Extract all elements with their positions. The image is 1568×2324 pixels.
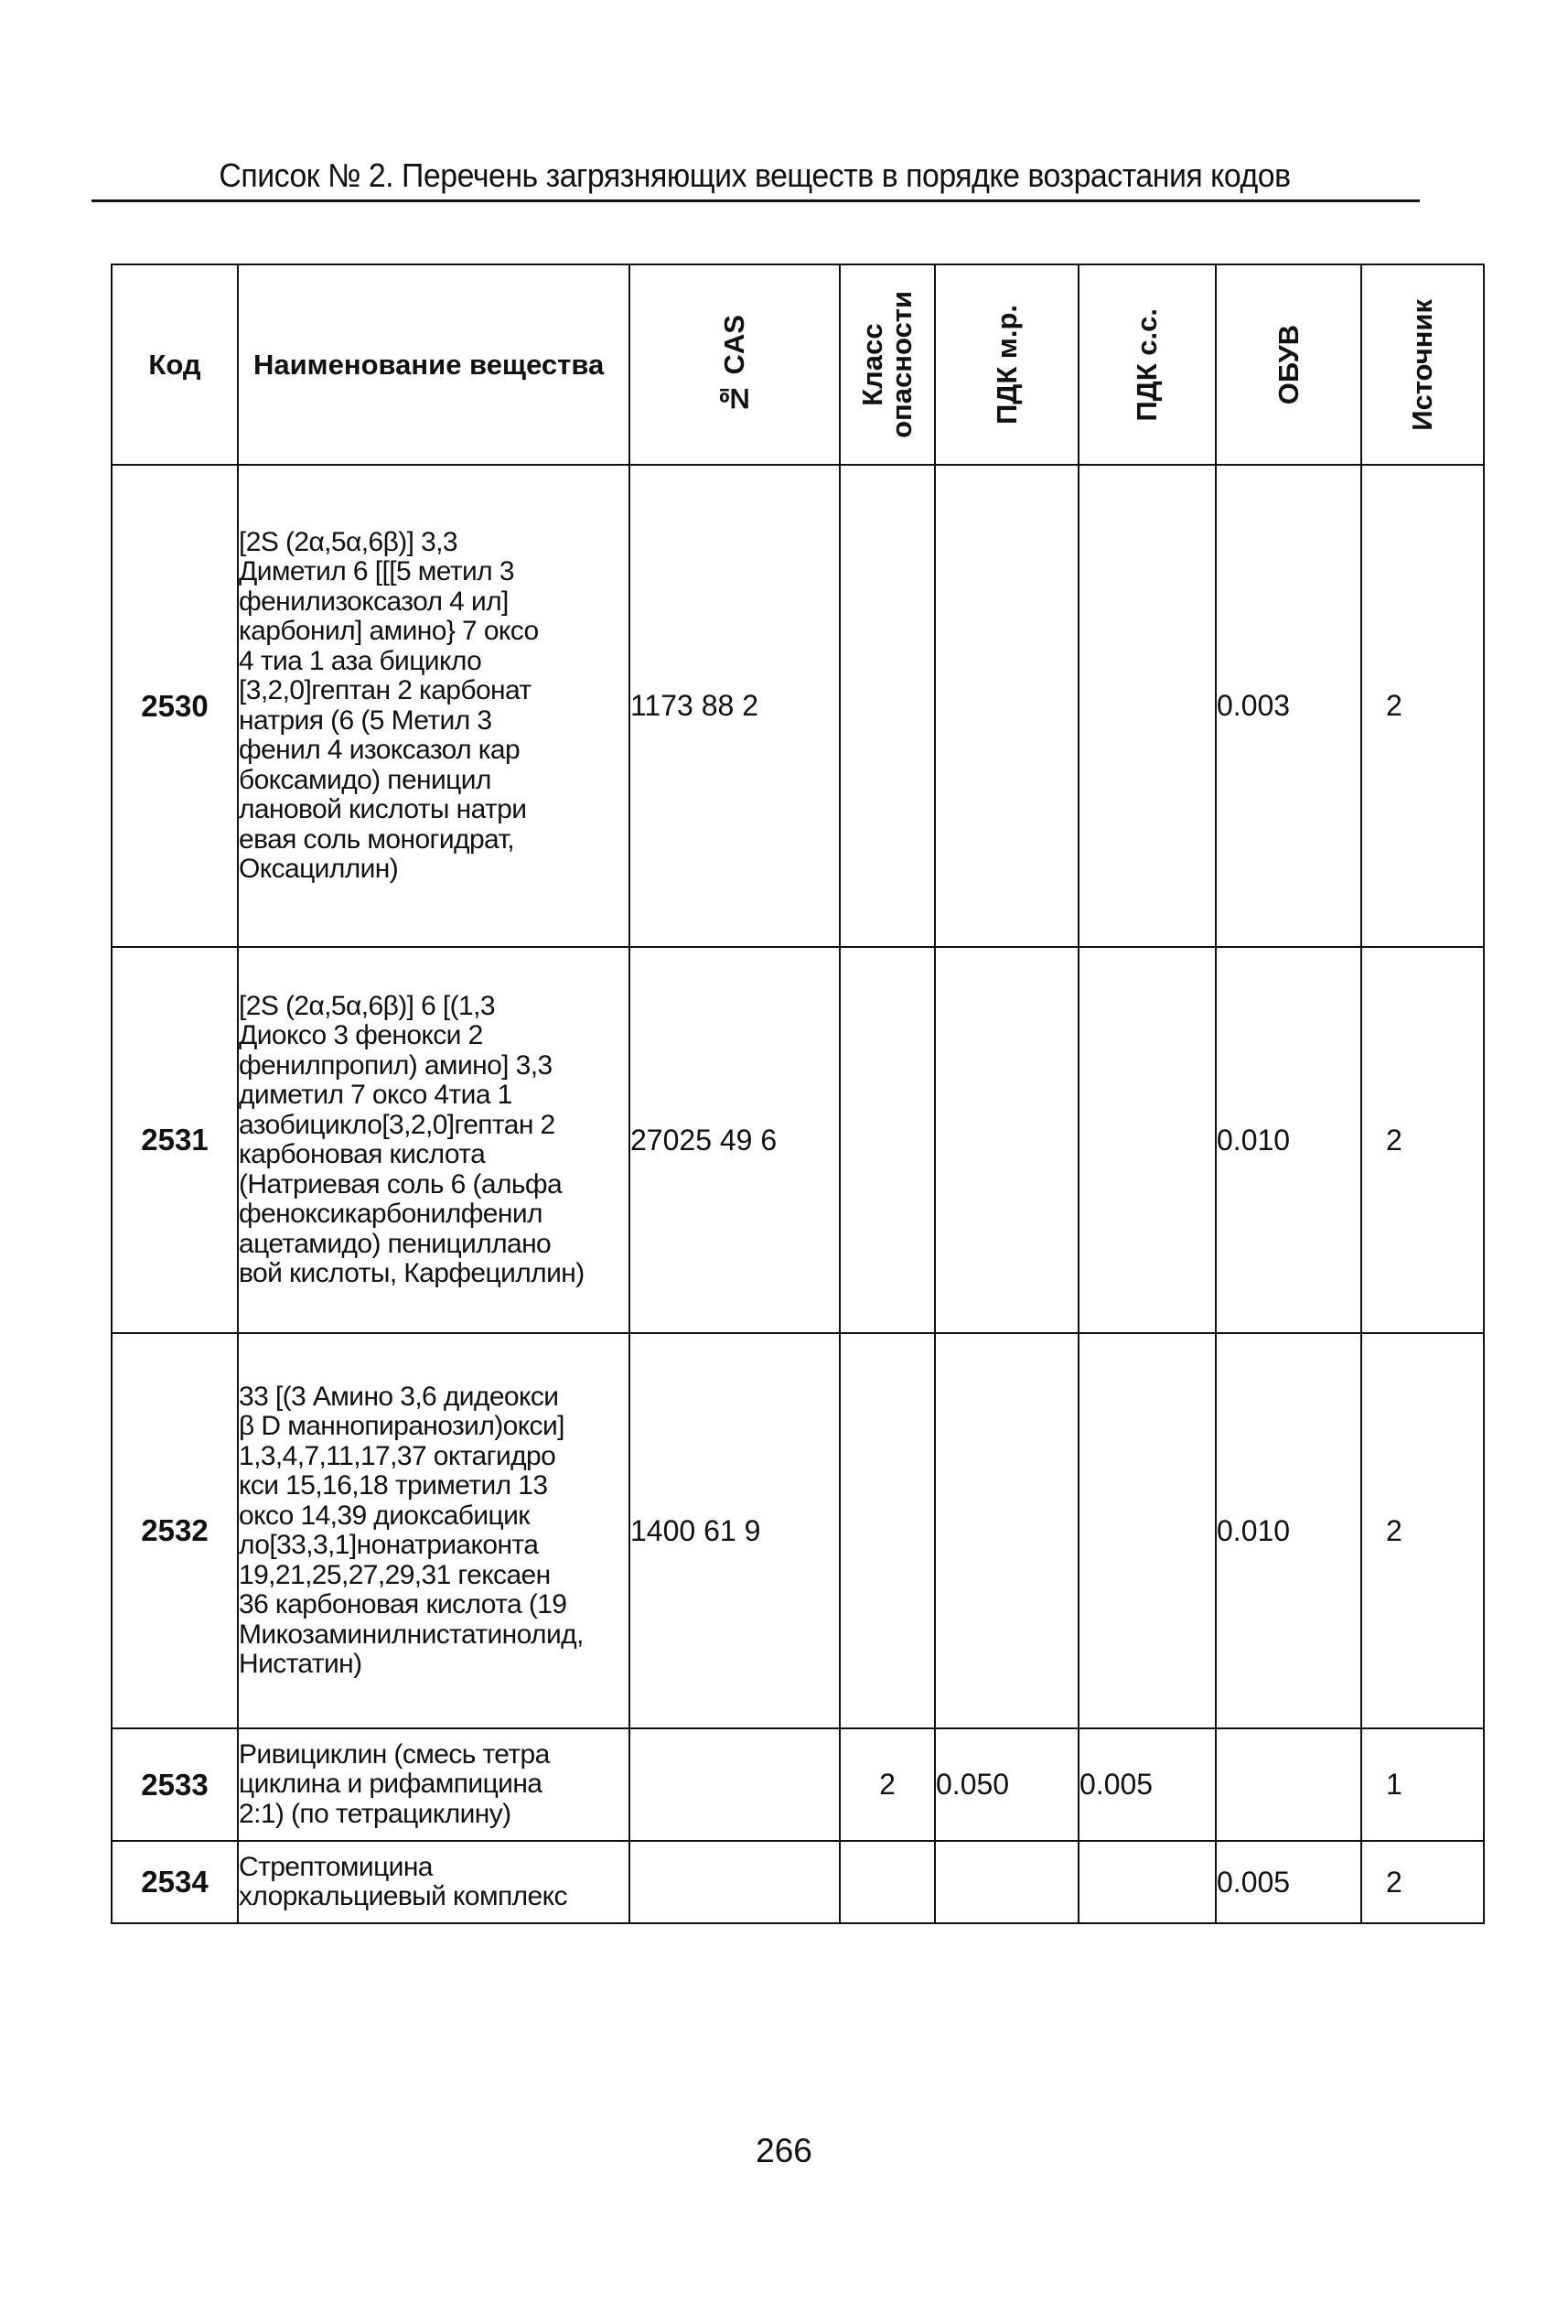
col-header-obuv [1216, 264, 1361, 465]
cell-code: 2531 [112, 947, 238, 1333]
cell-hazard-class [840, 1333, 935, 1728]
cell-code: 2534 [112, 1841, 238, 1923]
col-header-hazard-class [840, 264, 935, 465]
name-line: карбоновая кислота [239, 1139, 486, 1169]
page-number: 266 [756, 2132, 812, 2169]
cell-source: 2 [1361, 1333, 1484, 1728]
cell-obuv: 0.003 [1216, 465, 1361, 947]
name-line: фенил 4 изоксазол кар [239, 735, 521, 765]
col-header-name: Наименование вещества [238, 264, 629, 465]
name-line: Микозаминилнистатинолид, [239, 1619, 584, 1650]
name-line: (Натриевая соль 6 (альфа [239, 1168, 563, 1200]
cell-obuv: 0.010 [1216, 947, 1361, 1333]
table-row [112, 1728, 1484, 1841]
page-header: Список № 2. Перечень загрязняющих веществ в порядке возрастания кодов [219, 156, 1291, 194]
cell-cas: 1400 61 9 [629, 1333, 840, 1728]
header-rule [91, 199, 1420, 202]
cell-code: 2532 [112, 1333, 238, 1728]
col-header-hazard-class-label: Класс опасности [856, 291, 918, 438]
name-line: вой кислоты, Карфециллин) [239, 1258, 585, 1288]
name-line: Стрептомицина [239, 1851, 433, 1882]
table-row [112, 1841, 1484, 1923]
cell-pdk-mr [935, 947, 1079, 1333]
cell-pdk-mr: 0.050 [935, 1728, 1079, 1841]
cell-pdk-mr [935, 465, 1079, 947]
name-line: карбонил] амино} 7 оксо [239, 616, 539, 646]
header-row [112, 264, 1484, 465]
cell-pdk-ss: 0.005 [1079, 1728, 1216, 1841]
name-line: Оксациллин) [239, 854, 399, 884]
cell-hazard-class [840, 947, 935, 1333]
cell-source: 2 [1361, 947, 1484, 1333]
col-header-obuv-label: ОБУВ [1272, 324, 1305, 405]
name-line: циклина и рифампицина [239, 1769, 542, 1800]
name-line: 33 [(3 Амино 3,6 дидеокси [239, 1381, 559, 1412]
col-header-pdk-ss [1079, 264, 1216, 465]
cell-name [238, 1333, 629, 1728]
name-line: ацетамидо) пенициллано [239, 1228, 552, 1259]
name-line: Ривициклин (смесь тетра [239, 1738, 550, 1770]
col-header-source-label: Источник [1406, 298, 1438, 431]
name-line: азобицикло[3,2,0]гептан 2 [239, 1109, 555, 1140]
name-line: боксамидо) пеницил [239, 764, 491, 795]
name-line: диметил 7 оксо 4тиа 1 [239, 1080, 512, 1110]
name-line: феноксикарбонилфенил [239, 1199, 542, 1229]
cell-obuv [1216, 1728, 1361, 1841]
cell-pdk-ss [1079, 1841, 1216, 1923]
cell-pdk-mr [935, 1333, 1079, 1728]
name-line: 36 карбоновая кислота (19 [239, 1589, 567, 1619]
name-line: кси 15,16,18 триметил 13 [239, 1470, 548, 1501]
name-line: ло[33,3,1]нонатриаконта [239, 1530, 539, 1560]
name-line: [2S (2α,5α,6β)] 6 [(1,3 [239, 990, 495, 1021]
cell-name [238, 1841, 629, 1923]
name-line: хлоркальциевый комплекс [239, 1881, 567, 1911]
col-header-source [1361, 264, 1484, 465]
cell-pdk-ss [1079, 465, 1216, 947]
name-line: евая соль моногидрат, [239, 823, 515, 855]
name-line: 1,3,4,7,11,17,37 октагидро [239, 1440, 556, 1471]
cell-hazard-class: 2 [840, 1728, 935, 1841]
cell-name [238, 1728, 629, 1841]
cell-source: 2 [1361, 465, 1484, 947]
cell-cas: 27025 49 6 [629, 947, 840, 1333]
cell-name [238, 465, 629, 947]
table-row [112, 465, 1484, 947]
cell-hazard-class [840, 1841, 935, 1923]
name-line: [2S (2α,5α,6β)] 3,3 [239, 526, 457, 557]
cell-name [238, 947, 629, 1333]
col-header-cas-label: № CAS [718, 314, 750, 415]
name-line: лановой кислоты натри [239, 794, 527, 824]
name-line: Диоксо 3 фенокси 2 [239, 1020, 483, 1050]
name-line: натрия (6 (5 Метил 3 [239, 705, 492, 736]
cell-pdk-ss [1079, 947, 1216, 1333]
col-header-code: Код [112, 264, 238, 465]
name-line: 2:1) (по тетрациклину) [239, 1798, 511, 1829]
col-header-pdk-mr [935, 264, 1079, 465]
substances-table [111, 264, 1485, 1924]
table-row [112, 947, 1484, 1333]
cell-cas: 1173 88 2 [629, 465, 840, 947]
cell-code: 2530 [112, 465, 238, 947]
cell-cas [629, 1728, 840, 1841]
name-line: Нистатин) [239, 1649, 362, 1679]
cell-obuv: 0.005 [1216, 1841, 1361, 1923]
name-line: β D маннопиранозил)окси] [239, 1411, 564, 1441]
col-header-pdk-ss-label: ПДК с.с. [1131, 307, 1163, 422]
name-line: Диметил 6 [[[5 метил 3 [239, 556, 514, 586]
name-line: [3,2,0]гептан 2 карбонат [239, 675, 532, 705]
name-line: фенилпропил) амино] 3,3 [239, 1049, 553, 1081]
cell-hazard-class [840, 465, 935, 947]
name-line: фенилизоксазол 4 ил] [239, 586, 509, 617]
cell-pdk-mr [935, 1841, 1079, 1923]
cell-code: 2533 [112, 1728, 238, 1841]
cell-source: 1 [1361, 1728, 1484, 1841]
name-line: 4 тиа 1 аза бицикло [239, 645, 482, 676]
name-line: 19,21,25,27,29,31 гексаен [239, 1559, 551, 1590]
cell-cas [629, 1841, 840, 1923]
col-header-cas [629, 264, 840, 465]
cell-obuv: 0.010 [1216, 1333, 1361, 1728]
cell-source: 2 [1361, 1841, 1484, 1923]
col-header-pdk-mr-label: ПДК м.р. [990, 305, 1023, 425]
table-row [112, 1333, 1484, 1728]
name-line: оксо 14,39 диоксабицик [239, 1500, 530, 1531]
cell-pdk-ss [1079, 1333, 1216, 1728]
